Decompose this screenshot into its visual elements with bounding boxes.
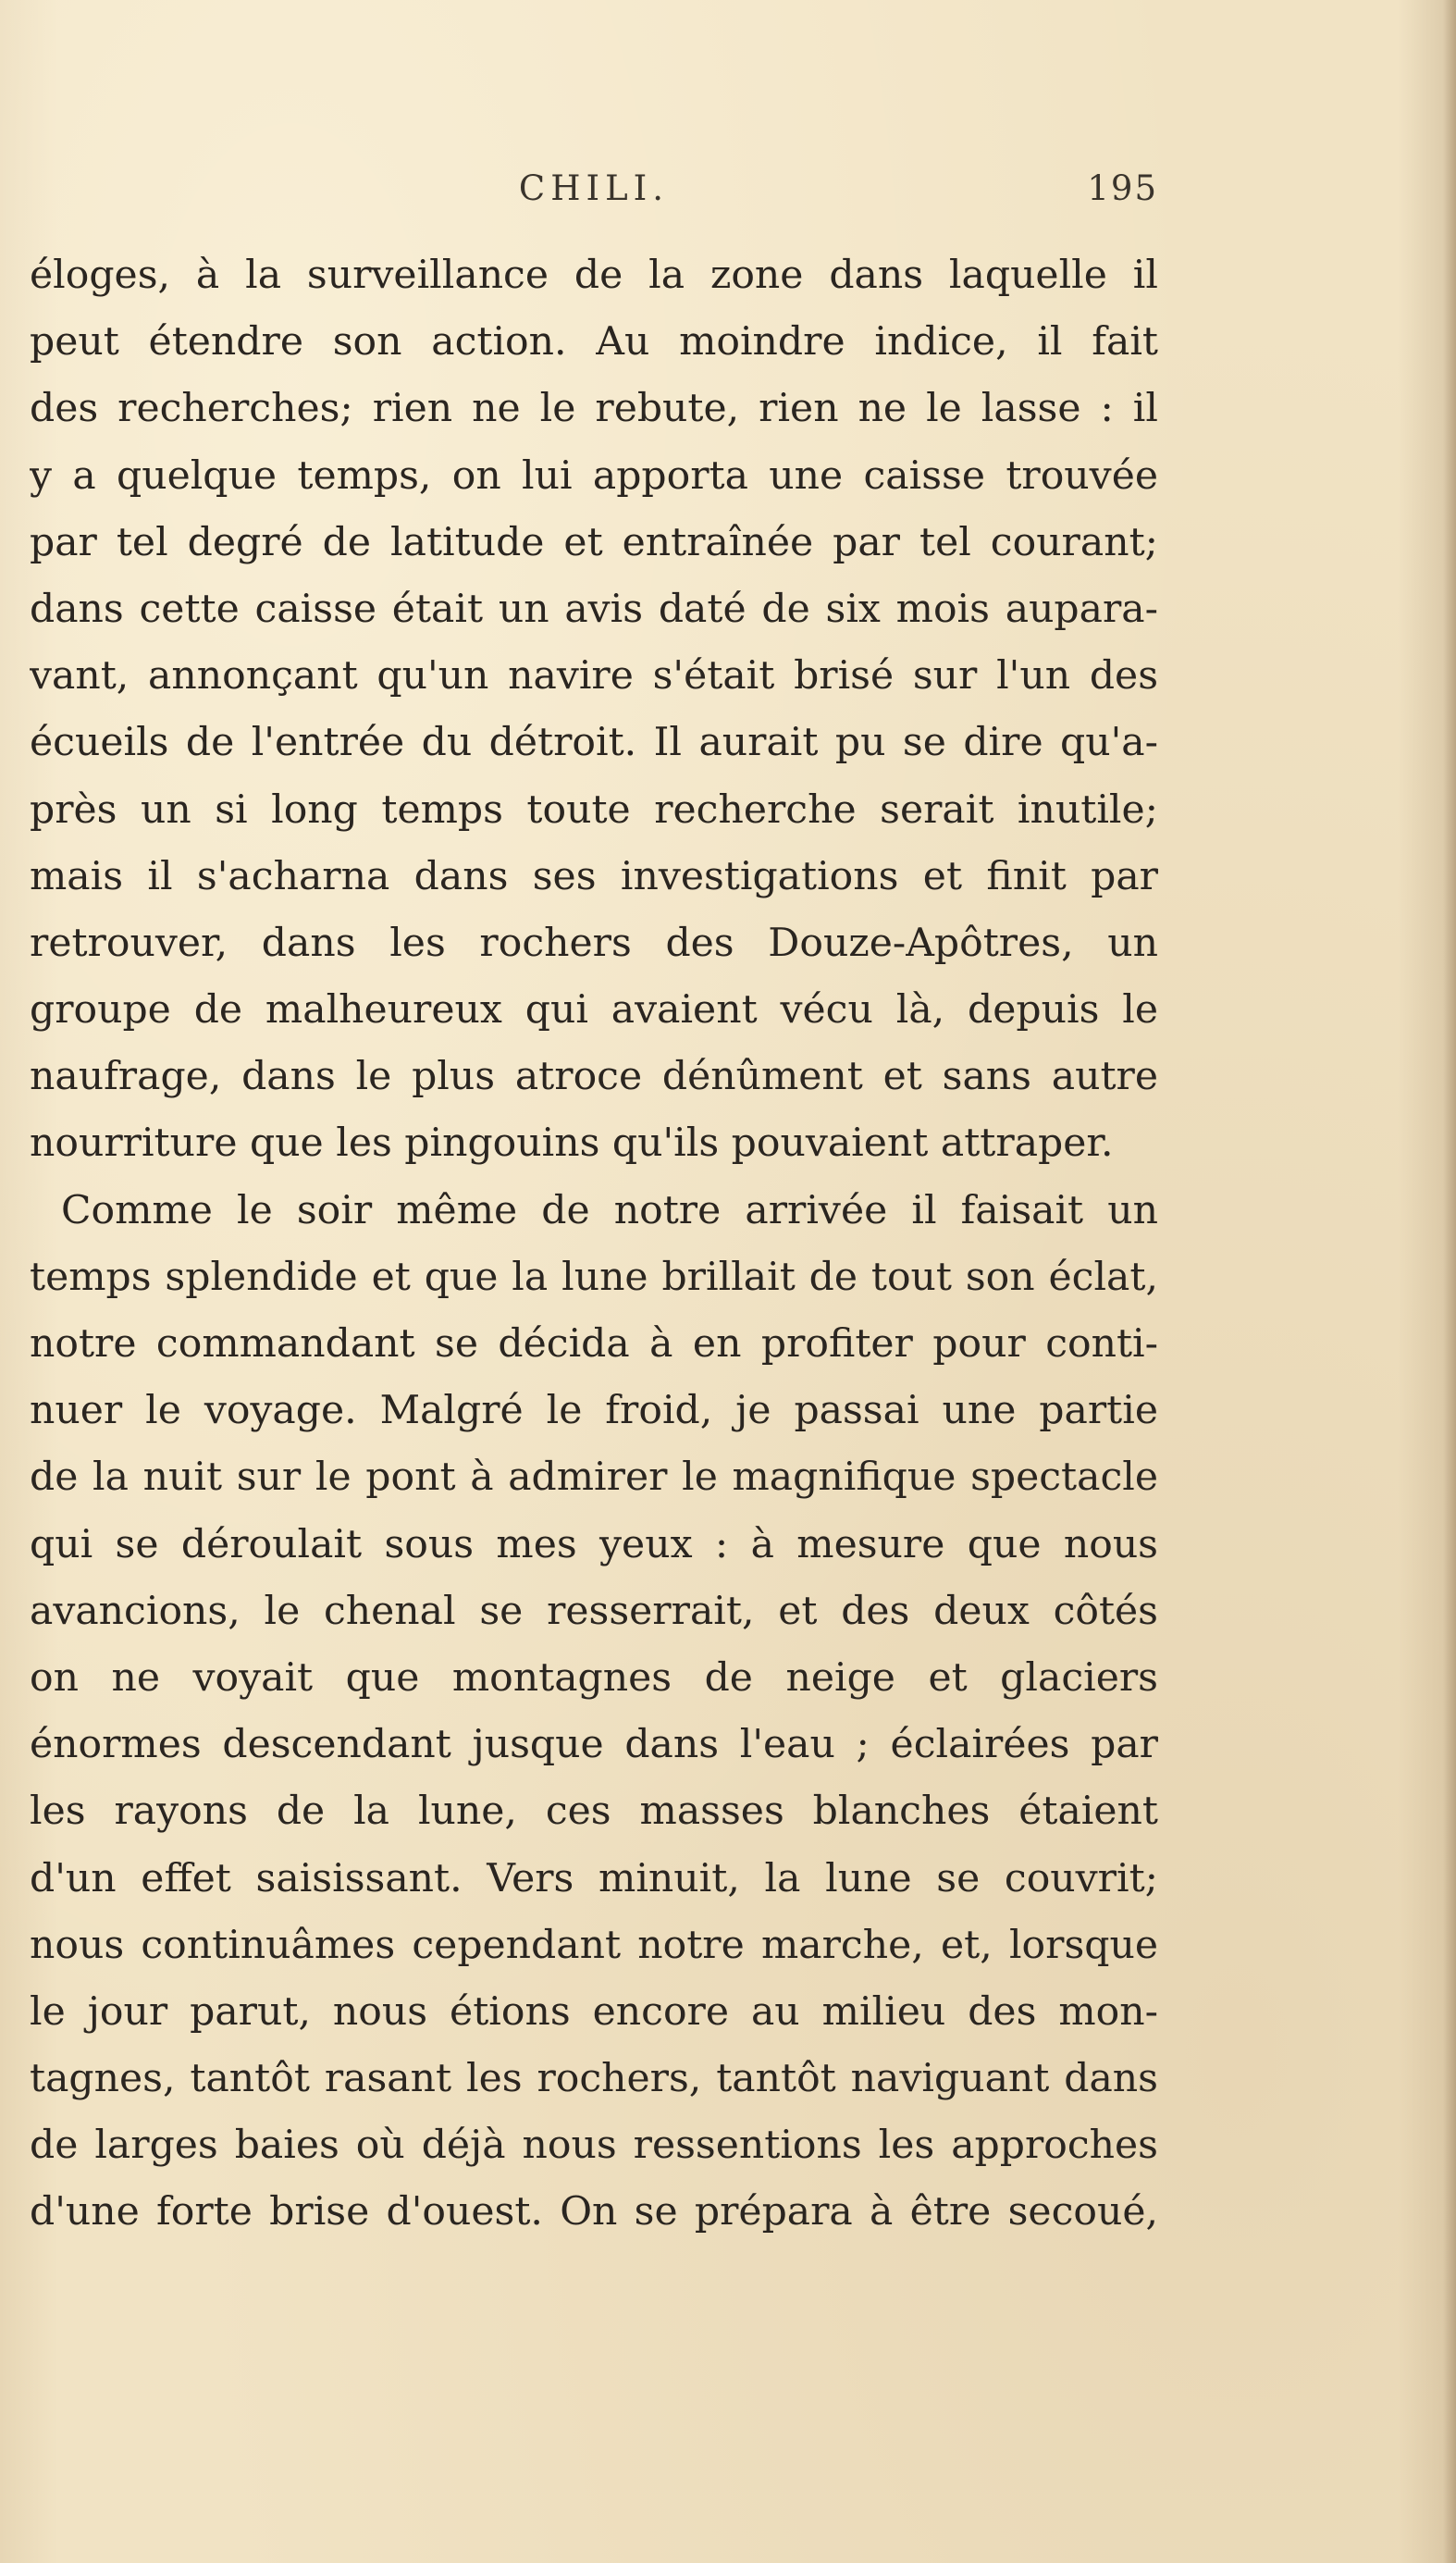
page-header bbox=[30, 168, 1158, 215]
text-line: énormes descendant jusque dans l'eau ; éclairées par bbox=[30, 1722, 1158, 1768]
text-line: d'une forte brise d'ouest. On se prépara à être secoué, bbox=[30, 2189, 1158, 2235]
text-line: temps splendide et que la lune brillait de tout son éclat, bbox=[30, 1254, 1158, 1300]
text-line: des recherches; rien ne le rebute, rien ne le lasse : il bbox=[30, 386, 1158, 432]
text-line: nuer le voyage. Malgré le froid, je passai une partie bbox=[30, 1388, 1158, 1434]
text-line: le jour parut, nous étions encore au milieu des mon- bbox=[30, 1988, 1158, 2035]
text-line: mais il s'acharna dans ses investigations et finit par bbox=[30, 853, 1158, 899]
text-line: y a quelque temps, on lui apporta une caisse trouvée bbox=[30, 452, 1158, 499]
text-line: d'un effet saisissant. Vers minuit, la lune se couvrit; bbox=[30, 1855, 1158, 1901]
text-line: groupe de malheureux qui avaient vécu là, depuis le bbox=[30, 987, 1158, 1034]
text-line: avancions, le chenal se resserrait, et des deux côtés bbox=[30, 1588, 1158, 1634]
text-line: on ne voyait que montagnes de neige et glaciers bbox=[30, 1654, 1158, 1701]
text-line: de la nuit sur le pont à admirer le magnifique spectacle bbox=[30, 1455, 1158, 1501]
text-line: nous continuâmes cependant notre marche, et, lorsque bbox=[30, 1922, 1158, 1968]
text-line: les rayons de la lune, ces masses blanches étaient bbox=[30, 1789, 1158, 1835]
text-line: qui se déroulait sous mes yeux : à mesure que nous bbox=[30, 1521, 1158, 1567]
text-line: écueils de l'entrée du détroit. Il aurait pu se dire qu'a- bbox=[30, 720, 1158, 766]
text-line: notre commandant se décida à en profiter pour conti- bbox=[30, 1321, 1158, 1367]
page-number: 195 bbox=[1087, 168, 1158, 208]
text-line: Comme le soir même de notre arrivée il faisait un bbox=[61, 1187, 1158, 1233]
text-line: dans cette caisse était un avis daté de six mois aupara- bbox=[30, 586, 1158, 632]
text-line: éloges, à la surveillance de la zone dans laquelle il bbox=[30, 253, 1158, 298]
text-line: par tel degré de latitude et entraînée par tel courant; bbox=[30, 519, 1158, 565]
text-line: près un si long temps toute recherche serait inutile; bbox=[30, 786, 1158, 833]
text-line: peut étendre son action. Au moindre indice, il fait bbox=[30, 319, 1158, 365]
text-line: nourriture que les pingouins qu'ils pouvaient attraper. bbox=[30, 1121, 1114, 1167]
text-line: tagnes, tantôt rasant les rochers, tantôt naviguant dans bbox=[30, 2056, 1158, 2102]
text-line: naufrage, dans le plus atroce dénûment et sans autre bbox=[30, 1054, 1158, 1100]
body-text bbox=[30, 242, 1158, 2247]
page-edge-shadow bbox=[1443, 0, 1456, 2563]
text-line: vant, annonçant qu'un navire s'était brisé sur l'un des bbox=[30, 653, 1158, 700]
text-line: de larges baies où déjà nous ressentions les approches bbox=[30, 2123, 1158, 2169]
running-title: CHILI. bbox=[518, 168, 670, 208]
text-line: retrouver, dans les rochers des Douze-Apôtres, un bbox=[30, 920, 1158, 966]
